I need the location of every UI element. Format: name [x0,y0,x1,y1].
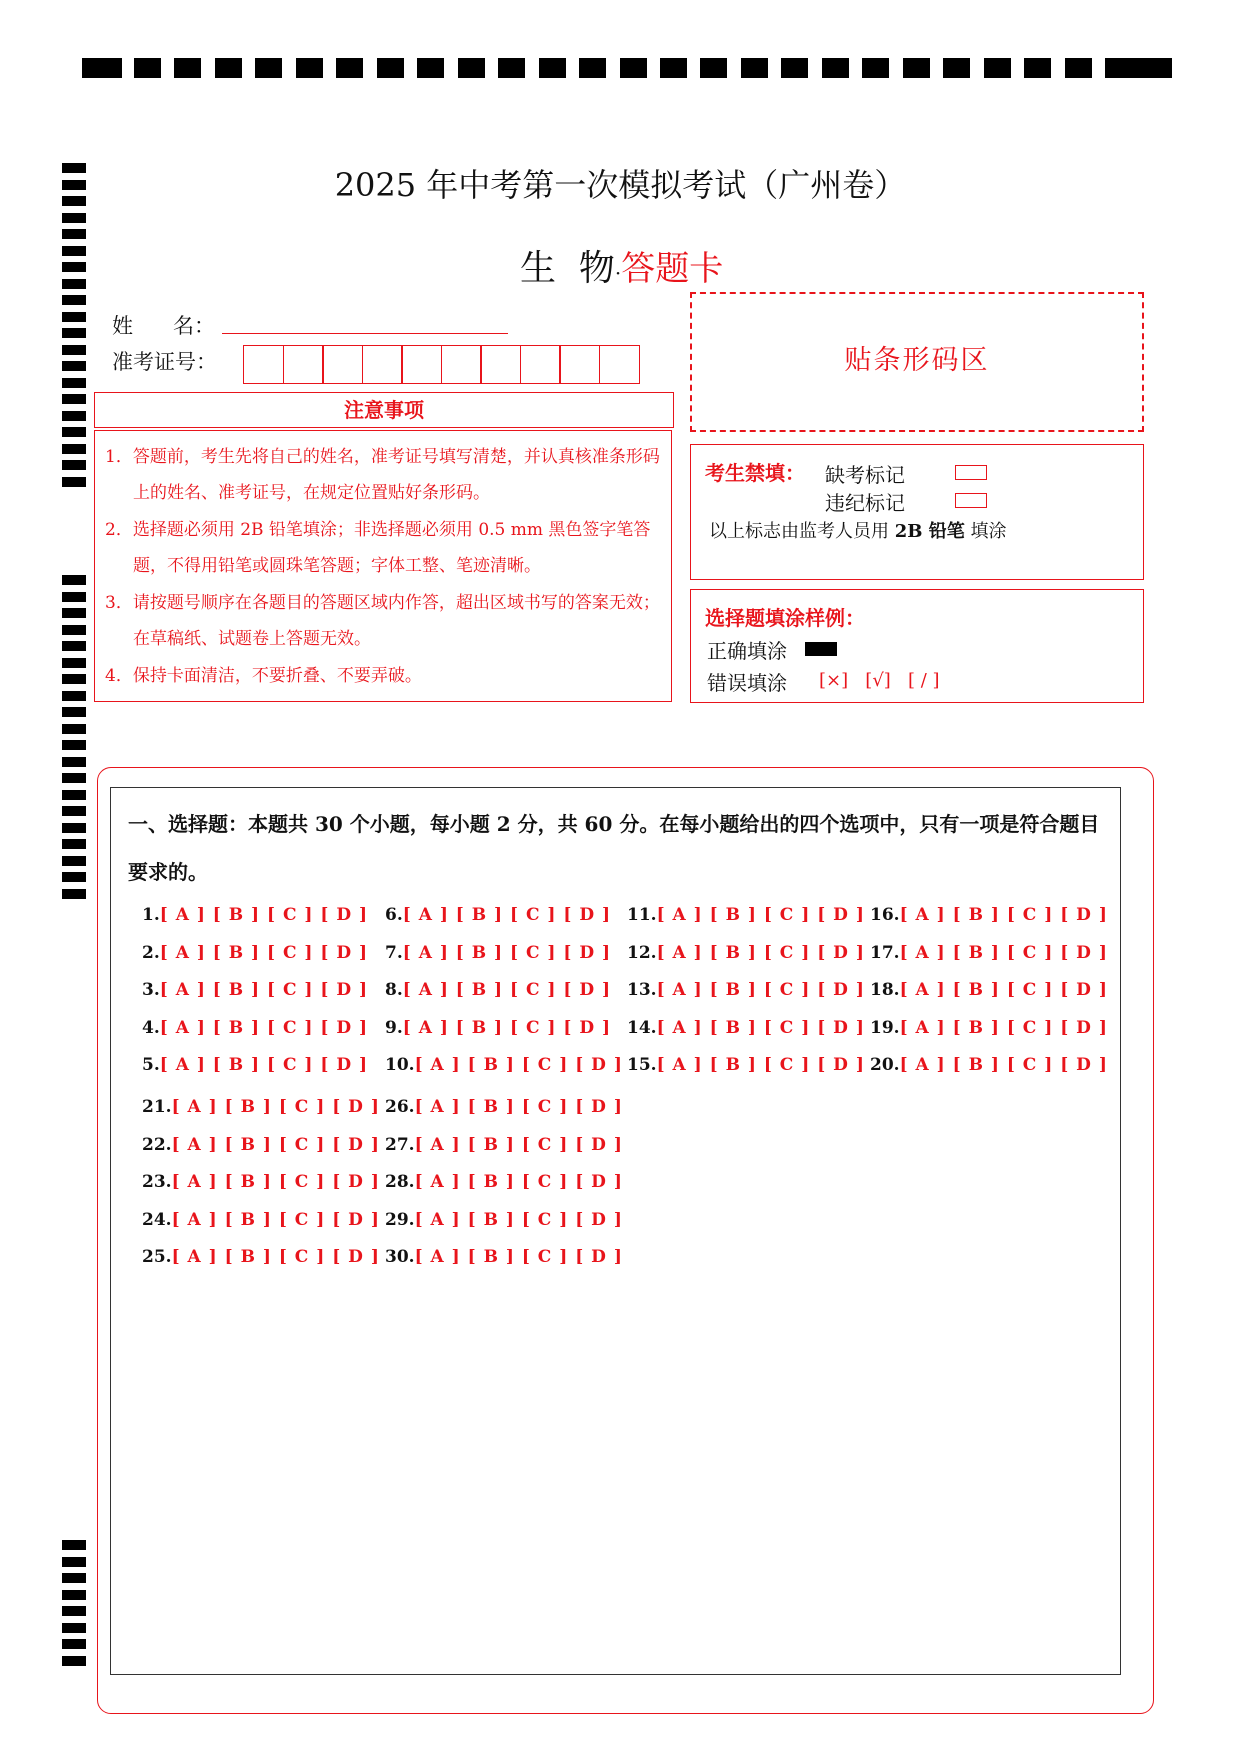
question-row[interactable] [142,1202,380,1240]
question-row[interactable] [385,1010,623,1048]
timing-mark [62,394,86,404]
question-row[interactable] [385,897,623,935]
timing-mark [215,58,242,78]
exam-id-digit-box[interactable] [480,345,521,384]
timing-mark [296,58,323,78]
exam-id-digit-box[interactable] [441,345,482,384]
timing-mark [62,328,86,338]
timing-mark [62,1656,86,1666]
answer-options[interactable]: [ A ] [ B ] [ C ] [ D ] [899,1017,1108,1038]
timing-mark [62,625,86,635]
question-row[interactable] [627,1047,865,1085]
question-row[interactable] [385,972,623,1010]
answer-options[interactable]: [ A ] [ B ] [ C ] [ D ] [402,1017,612,1038]
timing-mark [62,345,86,355]
timing-mark [62,460,86,470]
timing-mark [62,229,86,239]
notice-heading: 注意事项 [94,392,674,428]
question-number: 7. [385,942,403,963]
timing-mark [62,608,86,618]
question-row[interactable] [627,935,865,973]
forbidden-note-suffix: 填涂 [970,521,1007,542]
question-row[interactable] [870,972,1108,1010]
answer-options[interactable]: [ A ] [ B ] [ C ] [ D ] [402,980,612,1000]
sample-heading: 选择题填涂样例： [705,606,865,630]
question-number: 16. [870,905,900,925]
timing-mark [1105,58,1132,78]
exam-id-boxes [243,345,638,384]
timing-mark [62,740,86,750]
question-number: 8. [385,980,403,1000]
correct-fill-example [805,642,837,656]
timing-mark [62,724,86,734]
timing-mark [62,1639,86,1649]
timing-mark [700,58,727,78]
answer-options[interactable]: [ A ] [ B ] [ C ] [ D ] [171,1247,380,1267]
answer-options[interactable]: [ A ] [ B ] [ C ] [ D ] [656,1055,865,1075]
question-number: 10. [385,1055,415,1075]
question-number: 29. [385,1209,415,1230]
exam-id-digit-box[interactable] [520,345,561,384]
timing-mark [62,378,86,388]
question-number: 18. [870,980,900,1000]
timing-mark [62,427,86,437]
exam-id-digit-box[interactable] [362,345,403,384]
exam-id-digit-box[interactable] [322,345,363,384]
question-number: 2. [142,942,160,963]
name-field[interactable] [222,333,508,334]
timing-mark [174,58,201,78]
forbidden-note [709,517,1006,543]
answer-options[interactable]: [ A ] [ B ] [ C ] [ D ] [159,1017,369,1038]
question-row[interactable] [870,1010,1108,1048]
question-column [385,1089,623,1277]
exam-id-label: 准考证号： [112,350,217,374]
question-number: 11. [627,905,657,925]
answer-options[interactable]: [ A ] [ B ] [ C ] [ D ] [656,980,865,1000]
forbidden-heading: 考生禁填： [705,461,805,485]
answer-options[interactable]: [ A ] [ B ] [ C ] [ D ] [171,1134,380,1155]
timing-mark [781,58,808,78]
timing-mark [62,592,86,602]
timing-mark [62,889,86,899]
question-number: 19. [870,1017,900,1038]
violation-mark-box[interactable] [955,493,987,508]
question-row[interactable] [142,1127,380,1165]
question-number: 27. [385,1134,415,1155]
question-number: 13. [627,980,657,1000]
answer-options[interactable]: [ A ] [ B ] [ C ] [ D ] [402,942,612,963]
answer-options[interactable]: [ A ] [ B ] [ C ] [ D ] [159,1055,369,1075]
question-column [627,897,865,1085]
subject-dot: · [614,261,622,285]
answer-options[interactable]: [ A ] [ B ] [ C ] [ D ] [899,1055,1108,1075]
timing-mark [417,58,444,78]
question-row[interactable] [142,1089,380,1127]
timing-mark [62,691,86,701]
question-number: 24. [142,1209,172,1230]
question-row[interactable] [385,1047,623,1085]
exam-id-digit-box[interactable] [401,345,442,384]
timing-mark [458,58,485,78]
timing-mark [62,262,86,272]
answer-options[interactable]: [ A ] [ B ] [ C ] [ D ] [414,1172,623,1192]
notice-item: 2．选择题必须用 2B 铅笔填涂；非选择题必须用 0.5 mm 黑色签字笔答题，不得用铅笔或圆珠笔答题；字体工整、笔迹清晰。 [105,520,651,576]
timing-mark [943,58,970,78]
subject-name: 生 物 [520,248,615,289]
timing-mark [62,361,86,371]
question-row[interactable] [142,935,368,973]
question-number: 17. [870,942,900,963]
question-number: 4. [142,1017,160,1038]
question-column [870,897,1108,1085]
question-row[interactable] [627,972,865,1010]
timing-mark [62,674,86,684]
timing-mark [1024,58,1051,78]
timing-mark [741,58,768,78]
exam-title: 2025 年中考第一次模拟考试（广州卷） [334,166,907,204]
timing-mark [62,806,86,816]
answer-options[interactable]: [ A ] [ B ] [ C ] [ D ] [656,905,865,925]
timing-mark [62,295,86,305]
timing-mark [62,856,86,866]
question-row[interactable] [385,1202,623,1240]
absent-mark-box[interactable] [955,465,987,480]
timing-mark [336,58,363,78]
timing-mark [62,575,86,585]
question-row[interactable] [142,897,368,935]
timing-mark [134,58,161,78]
forbidden-note-bold: 2B 铅笔 [894,521,965,542]
violation-mark-label: 违纪标记 [825,491,905,515]
answer-options[interactable]: [ A ] [ B ] [ C ] [ D ] [414,1247,623,1267]
timing-mark [579,58,606,78]
absent-mark-label: 缺考标记 [825,463,905,487]
question-column [142,1089,380,1277]
timing-mark [539,58,566,78]
answer-options[interactable]: [ A ] [ B ] [ C ] [ D ] [414,1055,623,1075]
question-number: 22. [142,1134,172,1155]
timing-mark [62,839,86,849]
timing-mark [62,707,86,717]
forbidden-box [690,444,1144,580]
timing-mark [984,58,1011,78]
answer-options[interactable]: [ A ] [ B ] [ C ] [ D ] [402,905,612,925]
timing-mark [1065,58,1092,78]
timing-mark [62,773,86,783]
question-row[interactable] [142,1164,380,1202]
question-row[interactable] [385,1127,623,1165]
exam-id-digit-box[interactable] [559,345,600,384]
timing-mark [620,58,647,78]
timing-mark [377,58,404,78]
notice-item: 1．答题前，考生先将自己的姓名，准考证号填写清楚，并认真核准条形码上的姓名、准考证号，在规定位置贴好条形码。 [105,447,660,503]
answer-options[interactable]: [ A ] [ B ] [ C ] [ D ] [171,1209,380,1230]
answer-options[interactable]: [ A ] [ B ] [ C ] [ D ] [159,905,369,925]
answer-options[interactable]: [ A ] [ B ] [ C ] [ D ] [159,942,369,963]
question-row[interactable] [627,897,865,935]
question-number: 14. [627,1017,657,1038]
answer-options[interactable]: [ A ] [ B ] [ C ] [ D ] [899,980,1108,1000]
forbidden-note-prefix: 以上标志由监考人员用 [709,521,889,542]
name-label: 姓 名： [112,314,216,338]
timing-mark [62,641,86,651]
timing-mark [822,58,849,78]
answer-options[interactable]: [ A ] [ B ] [ C ] [ D ] [159,980,369,1000]
answer-options[interactable]: [ A ] [ B ] [ C ] [ D ] [414,1134,623,1155]
question-row[interactable] [870,897,1108,935]
answer-options[interactable]: [ A ] [ B ] [ C ] [ D ] [414,1097,623,1117]
timing-mark [62,823,86,833]
exam-id-digit-box[interactable] [283,345,324,384]
fill-sample-box [690,589,1144,703]
question-row[interactable] [627,1010,865,1048]
timing-mark [62,1606,86,1616]
question-row[interactable] [385,1164,623,1202]
question-number: 21. [142,1097,172,1117]
question-column [142,897,368,1085]
timing-mark [62,246,86,256]
question-number: 1. [142,905,160,925]
notice-item: 4．保持卡面清洁，不要折叠、不要弄破。 [105,666,422,686]
question-row[interactable] [870,935,1108,973]
question-row[interactable] [385,1239,623,1277]
subject-heading [520,240,723,291]
timing-mark [903,58,930,78]
answer-options[interactable]: [ A ] [ B ] [ C ] [ D ] [899,905,1108,925]
question-number: 6. [385,905,403,925]
timing-mark [62,658,86,668]
notice-list [94,430,672,702]
timing-mark [62,1573,86,1583]
answer-options[interactable]: [ A ] [ B ] [ C ] [ D ] [414,1209,623,1230]
timing-mark [62,872,86,882]
question-row[interactable] [142,1239,380,1277]
answer-card-label: 答题卡 [621,249,724,289]
timing-mark [62,1557,86,1567]
timing-mark [62,477,86,487]
answer-options[interactable]: [ A ] [ B ] [ C ] [ D ] [899,942,1108,963]
question-number: 5. [142,1055,160,1075]
timing-mark [62,312,86,322]
answer-options[interactable]: [ A ] [ B ] [ C ] [ D ] [171,1097,380,1117]
question-row[interactable] [870,1047,1108,1085]
notice-item: 3．请按题号顺序在各题目的答题区域内作答，超出区域书写的答案无效；在草稿纸、试题卷上答题无效。 [105,593,660,649]
timing-mark [62,444,86,454]
question-row[interactable] [142,1047,368,1085]
timing-mark [62,279,86,289]
question-number: 9. [385,1017,403,1038]
question-number: 20. [870,1055,900,1075]
wrong-fill-examples: [×] [√] [ / ] [819,670,940,691]
question-row[interactable] [142,972,368,1010]
timing-mark [62,1540,86,1550]
timing-mark [62,757,86,767]
barcode-area: 贴条形码区 [690,292,1144,432]
question-row[interactable] [142,1010,368,1048]
answer-options[interactable]: [ A ] [ B ] [ C ] [ D ] [656,1017,865,1038]
question-number: 30. [385,1247,415,1267]
exam-id-digit-box[interactable] [243,345,284,384]
question-number: 3. [142,980,160,1000]
answer-options[interactable]: [ A ] [ B ] [ C ] [ D ] [656,942,865,963]
timing-mark [62,411,86,421]
question-row[interactable] [385,935,623,973]
exam-id-digit-box[interactable] [599,345,640,384]
question-number: 12. [627,942,657,963]
wrong-fill-label: 错误填涂 [707,671,787,695]
answer-options[interactable]: [ A ] [ B ] [ C ] [ D ] [171,1172,380,1192]
question-number: 28. [385,1172,415,1192]
timing-mark [862,58,889,78]
timing-mark [660,58,687,78]
timing-mark [62,213,86,223]
question-number: 23. [142,1172,172,1192]
timing-mark [498,58,525,78]
question-column [385,897,623,1085]
timing-mark [62,1623,86,1633]
timing-mark [255,58,282,78]
question-row[interactable] [385,1089,623,1127]
question-number: 26. [385,1097,415,1117]
correct-fill-label: 正确填涂 [707,639,787,663]
timing-mark [62,1590,86,1600]
section-title: 一、选择题：本题共 30 个小题，每小题 2 分，共 60 分。在每小题给出的四个选项中，只有一项是符合题目要求的。 [128,812,1100,884]
timing-mark [62,790,86,800]
timing-mark [1132,58,1172,78]
question-number: 15. [627,1055,657,1075]
question-number: 25. [142,1247,172,1267]
timing-marks-top [82,58,1172,78]
timing-mark [82,58,122,78]
